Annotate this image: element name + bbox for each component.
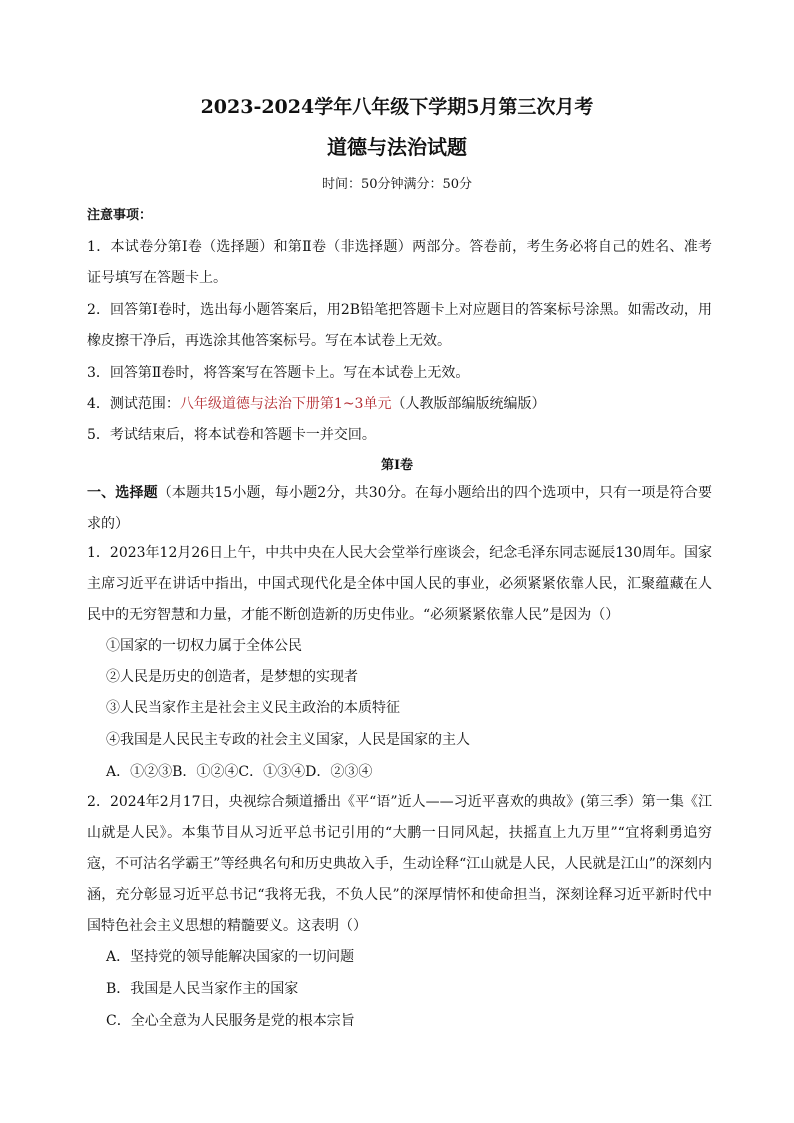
section-heading-rest: （本题共15小题，每小题2分，共30分。在每小题给出的四个选项中，只有一项是符合要求的） [87,485,713,532]
question-1-choices: A．①②③B．①②④C．①③④D．②③④ [106,764,373,780]
note-item-5: 5．考试结束后，将本试卷和答题卡一并交回。 [87,427,376,443]
note-item-1: 1．本试卷分第Ⅰ卷（选择题）和第Ⅱ卷（非选择题）两部分。答卷前，考生务必将自己的姓名、准考证号填写在答题卡上。 [87,239,712,286]
section-heading [87,478,712,540]
section-label: 第Ⅰ卷 [380,458,414,473]
question-1-statement-1: ①国家的一切权力属于全体公民 [106,638,302,654]
question-1-statement-4: ④我国是人民民主专政的社会主义国家，人民是国家的主人 [106,732,470,748]
question-2-option-c: C．全心全意为人民服务是党的根本宗旨 [106,1013,355,1029]
question-2-stem: 2．2024年2月17日，央视综合频道播出《平“语”近人——习近平喜欢的典故》(第三季）第一集《江山就是人民》。本集节目从习近平总书记引用的“大鹏一日同风起，扶摇直上九万里”“宜将剩勇追穷寇，不可沽名学霸王”等经典名句和历史典故入手，生动诠释“江山就是人民，人民就是江山”的深刻内涵，充分彰显习近平总书记“我将无我，不负人民”的深厚情怀和使命担当，深刻诠释习近平新时代中国特色社会主义思想的精髓要义。这表明（） [87,794,712,934]
section-heading-bold: 一、选择题 [87,485,158,501]
note-item-2: 2．回答第Ⅰ卷时，选出每小题答案后，用2B铅笔把答题卡上对应题目的答案标号涂黑。如需改动，用橡皮擦干净后，再选涂其他答案标号。写在本试卷上无效。 [87,302,712,349]
note-item-4-suffix: （人教版部编版统编版） [391,396,546,412]
note-item-4 [87,389,712,420]
question-1-stem: 1．2023年12月26日上午，中共中央在人民大会堂举行座谈会，纪念毛泽东同志诞辰130周年。国家主席习近平在讲话中指出，中国式现代化是全体中国人民的事业，必须紧紧依靠人民，汇聚蕴藏在人民中的无穷智慧和力量，才能不断创造新的历史伟业。“必须紧紧依靠人民”是因为（） [87,545,712,623]
note-item-4-prefix: 4．测试范围： [87,396,180,412]
exam-title: 2023-2024学年八年级下学期5月第三次月考 [200,96,594,118]
question-1-statement-2: ②人民是历史的创造者，是梦想的实现者 [106,669,358,685]
question-1-statement-3: ③人民当家作主是社会主义民主政治的本质特征 [106,700,400,716]
test-range: 八年级道德与法治下册第1~3单元 [179,396,392,412]
note-item-3: 3．回答第Ⅱ卷时，将答案写在答题卡上。写在本试卷上无效。 [87,365,470,381]
notes-heading: 注意事项： [87,208,153,223]
time-info: 时间：50分钟满分：50分 [321,177,473,192]
question-2-option-a: A．坚持党的领导能解决国家的一切问题 [106,949,355,965]
exam-subtitle: 道德与法治试题 [327,135,467,159]
question-2-option-b: B．我国是人民当家作主的国家 [106,981,299,997]
